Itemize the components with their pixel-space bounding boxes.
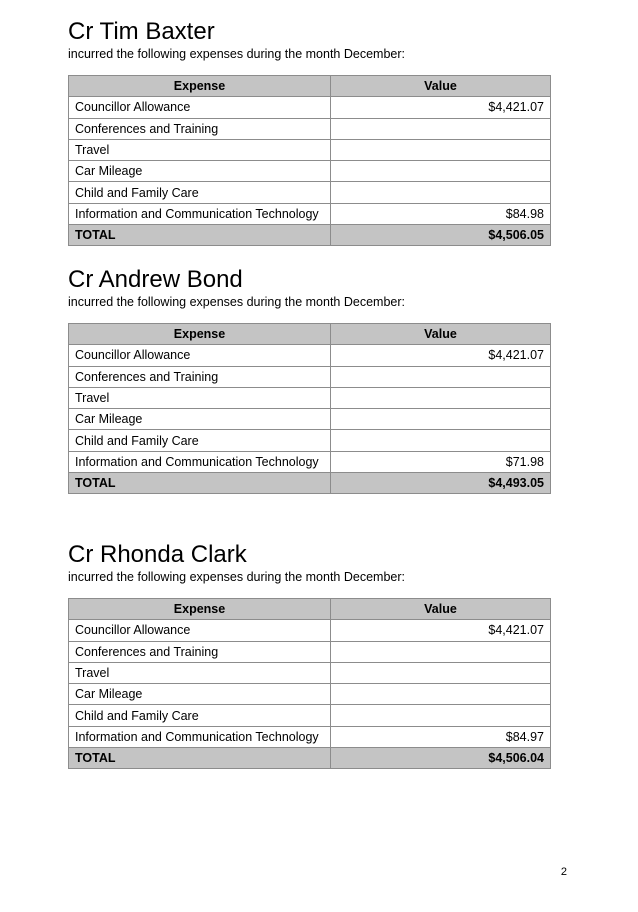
expense-label: Car Mileage <box>69 684 331 705</box>
expense-label: Travel <box>69 387 331 408</box>
table-row <box>69 387 551 408</box>
table-row <box>69 684 551 705</box>
expense-label: Travel <box>69 139 331 160</box>
table-row <box>69 620 551 641</box>
expense-value: $4,421.07 <box>331 97 551 118</box>
total-label: TOTAL <box>69 473 331 494</box>
councillor-name: Cr Rhonda Clark <box>68 541 247 568</box>
total-row <box>69 225 551 246</box>
value-column-header: Value <box>331 599 551 620</box>
expense-value <box>331 430 551 451</box>
councillor-section-3 <box>68 541 551 769</box>
expense-label: Conferences and Training <box>69 366 331 387</box>
expense-label: Child and Family Care <box>69 182 331 203</box>
table-row <box>69 409 551 430</box>
expense-label: Information and Communication Technology <box>69 203 331 224</box>
expense-value <box>331 684 551 705</box>
table-row <box>69 430 551 451</box>
value-column-header: Value <box>331 76 551 97</box>
table-row <box>69 662 551 683</box>
expense-label: Conferences and Training <box>69 641 331 662</box>
table-row <box>69 366 551 387</box>
table-row <box>69 139 551 160</box>
table-row <box>69 161 551 182</box>
expense-value: $84.98 <box>331 203 551 224</box>
total-value: $4,506.05 <box>331 225 551 246</box>
table-header-row <box>69 76 551 97</box>
table-row <box>69 641 551 662</box>
expense-value: $71.98 <box>331 451 551 472</box>
value-column-header: Value <box>331 324 551 345</box>
councillor-name: Cr Andrew Bond <box>68 266 243 293</box>
expense-label: Councillor Allowance <box>69 97 331 118</box>
total-row <box>69 748 551 769</box>
expense-value <box>331 139 551 160</box>
expense-value <box>331 705 551 726</box>
intro-text: incurred the following expenses during the month December: <box>68 295 405 309</box>
expense-label: Car Mileage <box>69 409 331 430</box>
table-row <box>69 182 551 203</box>
table-row <box>69 345 551 366</box>
total-value: $4,506.04 <box>331 748 551 769</box>
expense-value <box>331 161 551 182</box>
expense-label: Information and Communication Technology <box>69 451 331 472</box>
table-row <box>69 451 551 472</box>
table-row <box>69 705 551 726</box>
expense-column-header: Expense <box>69 324 331 345</box>
table-row <box>69 203 551 224</box>
expense-value <box>331 641 551 662</box>
expense-value <box>331 118 551 139</box>
total-row <box>69 473 551 494</box>
expense-label: Councillor Allowance <box>69 345 331 366</box>
expense-table <box>68 598 551 769</box>
expense-label: Car Mileage <box>69 161 331 182</box>
councillor-name: Cr Tim Baxter <box>68 18 215 45</box>
total-label: TOTAL <box>69 225 331 246</box>
expense-label: Councillor Allowance <box>69 620 331 641</box>
expense-table <box>68 323 551 494</box>
page-number: 2 <box>560 866 567 878</box>
expense-value <box>331 387 551 408</box>
expense-value <box>331 409 551 430</box>
expense-value <box>331 366 551 387</box>
expense-table <box>68 75 551 246</box>
councillor-section-2 <box>68 266 551 494</box>
table-header-row <box>69 599 551 620</box>
expense-label: Information and Communication Technology <box>69 726 331 747</box>
expense-value <box>331 662 551 683</box>
table-row <box>69 118 551 139</box>
expense-value <box>331 182 551 203</box>
expense-column-header: Expense <box>69 599 331 620</box>
expense-column-header: Expense <box>69 76 331 97</box>
expense-value: $84.97 <box>331 726 551 747</box>
table-row <box>69 726 551 747</box>
expense-value: $4,421.07 <box>331 620 551 641</box>
expense-label: Travel <box>69 662 331 683</box>
total-label: TOTAL <box>69 748 331 769</box>
intro-text: incurred the following expenses during the month December: <box>68 570 405 584</box>
total-value: $4,493.05 <box>331 473 551 494</box>
intro-text: incurred the following expenses during the month December: <box>68 47 405 61</box>
expense-value: $4,421.07 <box>331 345 551 366</box>
expense-label: Child and Family Care <box>69 430 331 451</box>
table-row <box>69 97 551 118</box>
councillor-section-1 <box>68 18 551 246</box>
table-header-row <box>69 324 551 345</box>
expense-label: Child and Family Care <box>69 705 331 726</box>
expense-label: Conferences and Training <box>69 118 331 139</box>
